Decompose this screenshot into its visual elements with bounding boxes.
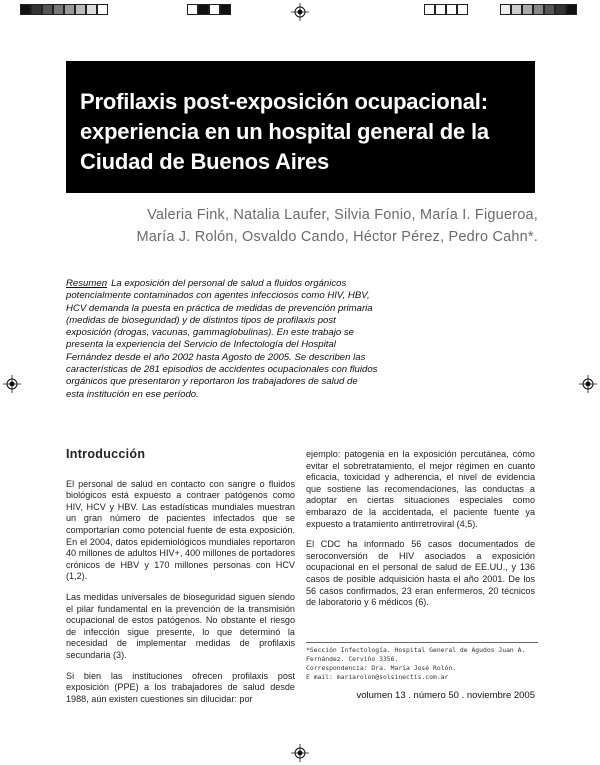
- title-banner: [66, 61, 535, 193]
- abstract-text: La exposición del personal de salud a fluidos orgánicos potencialmente contaminados con agentes infecciosos como HIV, HBV, HCV demanda la puesta en práctica de medidas de prevención primaria (medidas de bioseguridad) y de distintos tipos de profilaxis post exposición (drogas, vacunas, gammaglobulinas). En este trabajo se presenta la experiencia del Servicio de Infectología del Hospital Fernández desde el año 2002 hasta Agosto de 2005. Se describen las características de 281 episodios de accidentes ocupacionales con fluidos orgánicos que presentaron y reportaron los trabajadores de salud de esta institución en ese período.: [66, 278, 378, 400]
- authors-line-1: Valeria Fink, Natalia Laufer, Silvia Fonio, María I. Figueroa,: [147, 207, 538, 223]
- article-title: [80, 87, 521, 177]
- body-column-left: [66, 449, 295, 714]
- footnote-line: E mail: mariarolon@solsinectis.com.ar: [306, 673, 449, 681]
- footnote-line: Fernández. Cerviño 3356.: [306, 655, 399, 663]
- color-calibration-bar-mid: [187, 4, 231, 15]
- issue-info: volumen 13 . número 50 . noviembre 2005: [356, 690, 535, 701]
- footnote-line: *Sección Infectología. Hospital General de Agudos Juan A.: [306, 646, 526, 654]
- gray-calibration-bar-right: [424, 4, 468, 15]
- registration-mark-bottom-icon: [291, 744, 309, 762]
- registration-mark-left-icon: [3, 375, 21, 393]
- title-line-3: Ciudad de Buenos Aires: [80, 149, 330, 174]
- paragraph: El CDC ha informado 56 casos documentados de seroconversión de HIV asociados a exposición ocupacional en el personal de salud de EE.UU., y 136 casos de posible adquisición hasta el año 2001. De los 56 casos confirmados, 23 eran enfermeros, 20 técnicos de laboratorio y 6 médicos (6).: [306, 539, 535, 608]
- section-heading: Introducción: [66, 447, 146, 461]
- body-column-right: [306, 449, 535, 618]
- registration-mark-top-icon: [291, 3, 309, 21]
- paragraph: Si bien las instituciones ofrecen profilaxis post exposición (PPE) a los trabajadores de salud desde 1988, aún existen cuestiones sin dilucidar: por: [66, 670, 295, 704]
- paragraph: El personal de salud en contacto con sangre o fluidos biológicos está expuesto a contraer patógenos como HIV, HCV y HBV. Las estadísticas mundiales muestran un gran número de pacientes infectados que se comportarían como potencial fuente de esta exposición. En el 2004, datos epidemiológicos mundiales reportaron 40 millones de adultos HIV+, 400 millones de portadores crónicos de HBV y 170 millones personas con HCV (1,2).: [66, 478, 295, 582]
- color-calibration-bar-left: [20, 4, 108, 15]
- abstract: [66, 278, 378, 401]
- title-line-1: Profilaxis post-exposición ocupacional:: [80, 89, 488, 114]
- color-calibration-bar-far-right: [500, 4, 577, 15]
- paragraph: Las medidas universales de bioseguridad siguen siendo el pilar fundamental en la prevención de la transmisión ocupacional de estos patógenos. No obstante el riesgo de infección sigue presente, lo que determinó la necesidad de implementar medidas de profilaxis secundaria (3).: [66, 591, 295, 660]
- title-line-2: experiencia en un hospital general de la: [80, 119, 489, 144]
- paragraph: ejemplo: patogenia en la exposición percutánea, cómo evitar el sobretratamiento, el mejor régimen en cuanto eficacia, toxicidad y adherencia, el nivel de evidencia que sostiene las recomendaciones, las conductas a adoptar en ciertas situaciones especiales como embarazo de la accidentada, el paciente fuente ya expuesto a tratamiento antirretroviral (4,5).: [306, 449, 535, 529]
- registration-mark-right-icon: [579, 375, 597, 393]
- affiliation-footnote: [306, 642, 538, 682]
- authors-line-2: María J. Rolón, Osvaldo Cando, Héctor Pérez, Pedro Cahn*.: [136, 229, 538, 245]
- author-list: [104, 204, 538, 248]
- footnote-line: Correspondencia: Dra. María José Rolón.: [306, 664, 457, 672]
- abstract-paragraph: [66, 278, 378, 401]
- abstract-label: Resumen: [66, 278, 108, 289]
